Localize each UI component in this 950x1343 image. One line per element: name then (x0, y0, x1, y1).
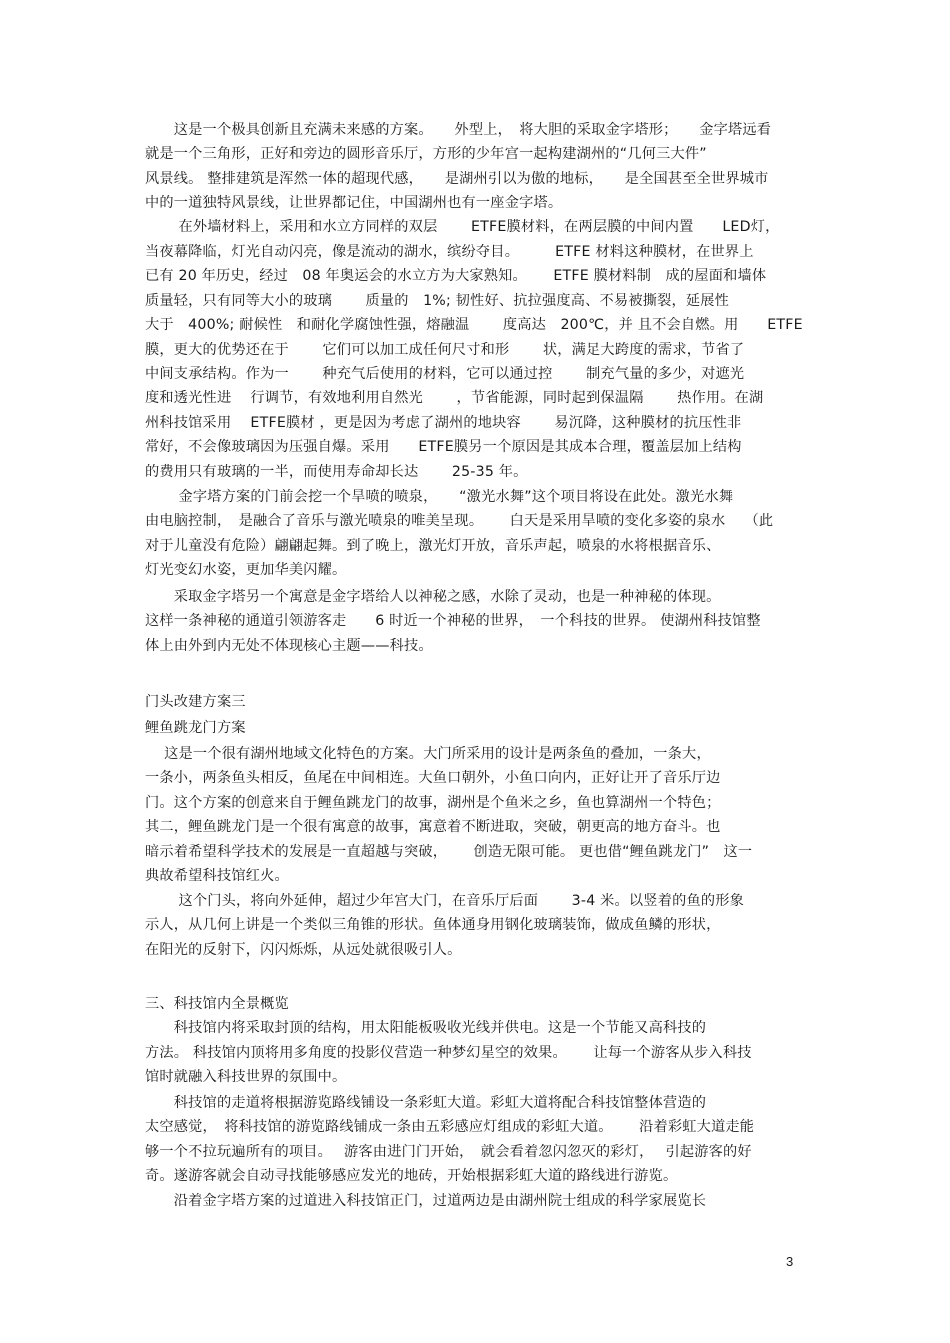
text-line: 对于儿童没有危险）翩翩起舞。到了晚上，激光灯开放，音乐声起，喷泉的水将根据音乐、 (145, 538, 721, 554)
text-line: 度和透光性进 行调节，有效地利用自然光 ，节省能源，同时起到保温隔 热作用。在湖 (145, 390, 764, 406)
page-number: 3 (786, 1254, 794, 1269)
text-line: 这是一个很有湖州地域文化特色的方案。大门所采用的设计是两条鱼的叠加，一条大， (145, 746, 711, 762)
text-line: 灯光变幻水姿，更加华美闪耀。 (145, 562, 347, 578)
text-line: 已有 20 年历史，经过 08 年奥运会的水立方为大家熟知。 ETFE 膜材料制 成的屋面和墙体 (145, 268, 767, 284)
text-line: 常好，不会像玻璃因为压强自爆。采用 ETFE膜另一个原因是其成本合理，覆盖层加上结构 (145, 439, 742, 455)
text-line: 州科技馆采用 ETFE膜材 ，更是因为考虑了湖州的地块容 易沉降，这种膜材的抗压性非 (145, 415, 742, 431)
text-line: 由电脑控制， 是融合了音乐与激光喷泉的唯美呈现。 白天是采用旱喷的变化多姿的泉水 （此 (145, 513, 774, 529)
text-line: 在阳光的反射下，闪闪烁烁，从远处就很吸引人。 (145, 942, 462, 958)
text-line: 风景线。 整排建筑是浑然一体的超现代感， 是湖州引以为傲的地标， 是全国甚至全世界城市 (145, 171, 769, 187)
text-line: 示人，从几何上讲是一个类似三角锥的形状。鱼体通身用钢化玻璃装饰，做成鱼鳞的形状， (145, 917, 721, 933)
text-line: 馆时就融入科技世界的氛围中。 (145, 1069, 347, 1085)
text-line: 够一个不拉玩遍所有的项目。 游客由进门门开始， 就会看着忽闪忽灭的彩灯， 引起游客的好 (145, 1144, 752, 1160)
text-line: 三、科技馆内全景概览 (145, 996, 289, 1012)
text-line: 就是一个三角形，正好和旁边的圆形音乐厅，方形的少年宫一起构建湖州的“几何三大件” (145, 146, 707, 162)
text-line: 门头改建方案三 (145, 694, 246, 710)
text-line: 质量轻，只有同等大小的玻璃 质量的 1%; 韧性好、抗拉强度高、不易被撕裂，延展性 (145, 293, 730, 309)
text-line: 太空感觉， 将科技馆的游览路线铺成一条由五彩感应灯组成的彩虹大道。 沿着彩虹大道走能 (145, 1119, 755, 1135)
text-line: 这样一条神秘的通道引领游客走 6 时近一个神秘的世界， 一个科技的世界。 使湖州科技馆整 (145, 613, 761, 629)
text-line: 科技馆的走道将根据游览路线铺设一条彩虹大道。彩虹大道将配合科技馆整体营造的 (145, 1095, 707, 1111)
text-line: 在外墙材料上，采用和水立方同样的双层 ETFE膜材料，在两层膜的中间内置 LED灯， (145, 219, 780, 235)
text-line: 中的一道独特风景线，让世界都记住，中国湖州也有一座金字塔。 (145, 195, 563, 211)
text-line: 这是一个极具创新且充满未来感的方案。 外型上， 将大胆的采取金字塔形； 金字塔远看 (145, 122, 772, 138)
text-line: 方法。 科技馆内顶将用多角度的投影仪营造一种梦幻星空的效果。 让每一个游客从步入科技 (145, 1045, 752, 1061)
text-line: 科技馆内将采取封顶的结构，用太阳能板吸收光线并供电。这是一个节能又高科技的 (145, 1020, 707, 1036)
text-line: 的费用只有玻璃的一半，而使用寿命却长达 25-35 年。 (145, 464, 528, 480)
text-line: 金字塔方案的门前会挖一个旱喷的喷泉， “激光水舞”这个项目将设在此处。激光水舞 (145, 489, 734, 505)
text-line: 一条小，两条鱼头相反，鱼尾在中间相连。大鱼口朝外，小鱼口向内，正好让开了音乐厅边 (145, 770, 721, 786)
text-line: 体上由外到内无处不体现核心主题——科技。 (145, 638, 433, 654)
text-line: 门。这个方案的创意来自于鲤鱼跳龙门的故事，湖州是个鱼米之乡，鱼也算湖州一个特色； (145, 795, 721, 811)
text-line: 这个门头，将向外延伸，超过少年宫大门，在音乐厅后面 3-4 米。以竖着的鱼的形象 (145, 893, 745, 909)
text-line: 膜，更大的优势还在于 它们可以加工成任何尺寸和形 状，满足大跨度的需求，节省了 (145, 342, 745, 358)
text-line: 沿着金字塔方案的过道进入科技馆正门，过道两边是由湖州院士组成的科学家展览长 (145, 1193, 707, 1209)
text-line: 奇。遂游客就会自动寻找能够感应发光的地砖，开始根据彩虹大道的路线进行游览。 (145, 1168, 678, 1184)
text-line: 暗示着希望科学技术的发展是一直超越与突破， 创造无限可能。 更也借“鲤鱼跳龙门” 这一 (145, 844, 753, 860)
text-line: 大于 400%; 耐候性 和耐化学腐蚀性强，熔融温 度高达 200℃，并 且不会自燃。用 ETFE (145, 317, 803, 333)
text-line: 采取金字塔另一个寓意是金字塔给人以神秘之感，水除了灵动，也是一种神秘的体现。 (145, 589, 721, 605)
text-line: 当夜幕降临，灯光自动闪亮，像是流动的湖水，缤纷夺目。 ETFE 材料这种膜材，在世界上 (145, 244, 754, 260)
text-line: 其二，鲤鱼跳龙门是一个很有寓意的故事，寓意着不断进取，突破，朝更高的地方奋斗。也 (145, 819, 721, 835)
text-line: 鲤鱼跳龙门方案 (145, 720, 246, 736)
text-line: 中间支承结构。作为一 种充气后使用的材料，它可以通过控 制充气量的多少，对遮光 (145, 366, 745, 382)
text-line: 典故希望科技馆红火。 (145, 868, 289, 884)
